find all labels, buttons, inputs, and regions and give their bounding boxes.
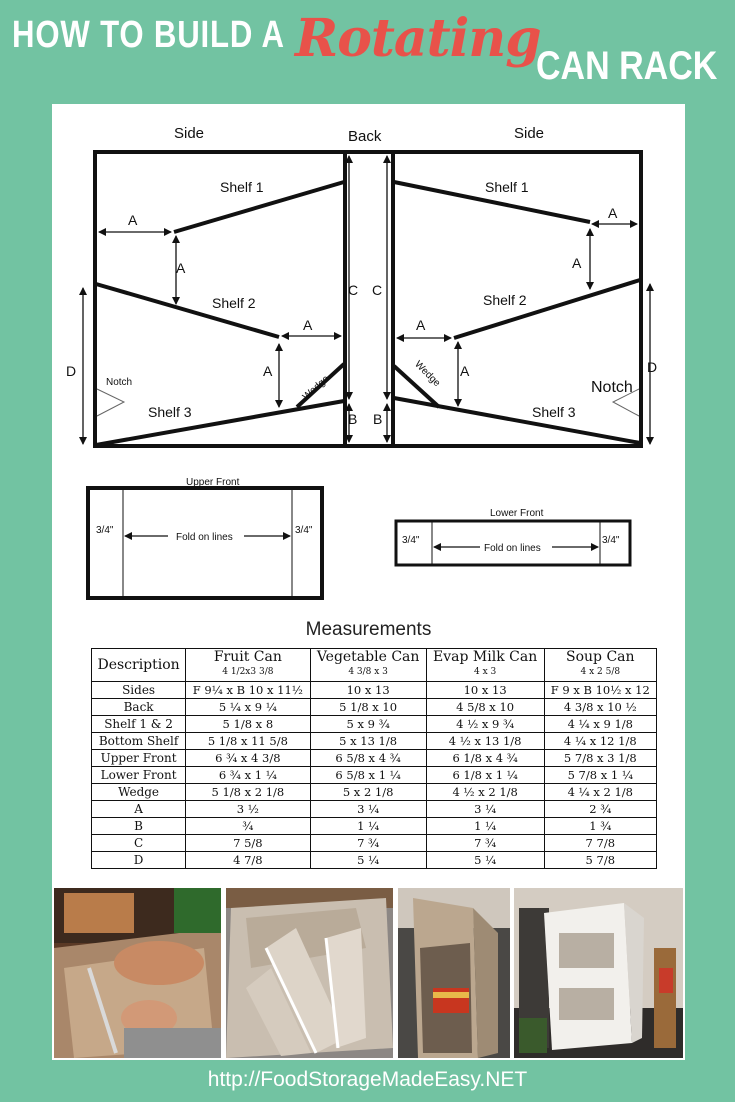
table-cell: 7 ¾ — [310, 835, 426, 852]
table-cell: 4 3/8 x 10 ½ — [544, 699, 656, 716]
table-cell: 4 5/8 x 10 — [426, 699, 544, 716]
table-cell: 3 ¼ — [310, 801, 426, 818]
table-row — [92, 784, 657, 801]
label-shelf3-left: Shelf 3 — [148, 404, 192, 420]
lower-front-title: Lower Front — [490, 508, 544, 519]
upper-front-fold-label: Fold on lines — [176, 532, 233, 543]
label-notch-right: Notch — [591, 379, 633, 396]
label-a: A — [303, 317, 313, 333]
table-cell: 6 ¾ x 4 3/8 — [186, 750, 310, 767]
label-b-left: B — [348, 411, 358, 427]
column-header: Soup Can 4 x 2 5/8 — [544, 649, 656, 682]
table-cell: 5 7/8 x 1 ¼ — [544, 767, 656, 784]
right-shelf-3 — [394, 398, 640, 443]
photo-box-with-can — [398, 888, 510, 1058]
back-panel — [345, 152, 393, 446]
label-notch-left: Notch — [106, 377, 133, 388]
title-banner — [0, 0, 735, 100]
label-b-right: B — [373, 411, 383, 427]
table-cell: 5 1/8 x 10 — [310, 699, 426, 716]
label-a: A — [572, 255, 582, 271]
label-shelf3-right: Shelf 3 — [532, 404, 576, 420]
label-d-right: D — [647, 359, 658, 375]
upper-front-title: Upper Front — [186, 477, 240, 488]
label-wedge-right: Wedge — [412, 359, 443, 390]
table-cell: 5 ¼ x 9 ¼ — [186, 699, 310, 716]
label-side-right: Side — [514, 125, 545, 142]
label-a: A — [263, 363, 273, 379]
table-cell: 7 7/8 — [544, 835, 656, 852]
row-label: A — [92, 801, 186, 818]
lower-front-fold-label: Fold on lines — [484, 543, 541, 554]
label-shelf2-right: Shelf 2 — [483, 292, 527, 308]
table-cell: 2 ¾ — [544, 801, 656, 818]
table-cell: 7 5/8 — [186, 835, 310, 852]
column-header: Description — [92, 649, 186, 682]
table-cell: 5 ¼ — [310, 852, 426, 869]
table-cell: 5 x 2 1/8 — [310, 784, 426, 801]
table-row — [92, 818, 657, 835]
table-cell: 4 ½ x 9 ¾ — [426, 716, 544, 733]
title-highlight: Rotating — [295, 8, 541, 69]
photo-finished-rack — [514, 888, 683, 1058]
row-label: D — [92, 852, 186, 869]
table-cell: 3 ¼ — [426, 801, 544, 818]
table-cell: 4 ¼ x 2 1/8 — [544, 784, 656, 801]
table-cell: 4 ½ x 2 1/8 — [426, 784, 544, 801]
table-cell: 5 x 9 ¾ — [310, 716, 426, 733]
table-cell: 5 7/8 x 3 1/8 — [544, 750, 656, 767]
table-cell: 1 ¼ — [310, 818, 426, 835]
column-header: Fruit Can 4 1/2x3 3/8 — [186, 649, 310, 682]
label-shelf2-left: Shelf 2 — [212, 295, 256, 311]
title-line-1: HOW TO BUILD A — [12, 14, 285, 56]
row-label: C — [92, 835, 186, 852]
column-header: Evap Milk Can 4 x 3 — [426, 649, 544, 682]
label-c-left: C — [348, 282, 359, 298]
row-label: Back — [92, 699, 186, 716]
row-label: Bottom Shelf — [92, 733, 186, 750]
measurements-table — [91, 648, 657, 869]
table-row — [92, 801, 657, 818]
table-cell: F 9¼ x B 10 x 11½ — [186, 682, 310, 699]
column-header: Vegetable Can 4 3/8 x 3 — [310, 649, 426, 682]
row-label: Sides — [92, 682, 186, 699]
table-cell: 5 x 13 1/8 — [310, 733, 426, 750]
table-cell: 5 7/8 — [544, 852, 656, 869]
table-cell: 6 1/8 x 4 ¾ — [426, 750, 544, 767]
table-cell: 10 x 13 — [426, 682, 544, 699]
label-a: A — [416, 317, 426, 333]
table-cell: 6 1/8 x 1 ¼ — [426, 767, 544, 784]
table-row — [92, 767, 657, 784]
row-label: B — [92, 818, 186, 835]
table-cell: 4 7/8 — [186, 852, 310, 869]
table-cell: 3 ½ — [186, 801, 310, 818]
table-cell: 4 ¼ x 9 1/8 — [544, 716, 656, 733]
label-back: Back — [348, 128, 382, 145]
can-rack-diagram — [52, 104, 685, 614]
photo-cutting-cardboard — [54, 888, 221, 1058]
table-cell: ¾ — [186, 818, 310, 835]
table-cell: 4 ½ x 13 1/8 — [426, 733, 544, 750]
label-a: A — [128, 212, 138, 228]
table-row — [92, 733, 657, 750]
table-cell: 1 ¼ — [426, 818, 544, 835]
right-shelf-2 — [454, 280, 640, 338]
label-c-right: C — [372, 282, 383, 298]
table-cell: F 9 x B 10½ x 12 — [544, 682, 656, 699]
upper-front-edge-left: 3/4" — [96, 525, 114, 536]
upper-front-edge-right: 3/4" — [295, 525, 313, 536]
left-shelf-3 — [96, 401, 344, 445]
label-side-left: Side — [174, 125, 205, 142]
title-line-2: CAN RACK — [535, 44, 717, 88]
lower-front-template — [396, 508, 630, 565]
table-row — [92, 682, 657, 699]
label-wedge-left: Wedge — [300, 373, 332, 403]
row-label: Shelf 1 & 2 — [92, 716, 186, 733]
label-a: A — [176, 260, 186, 276]
row-label: Wedge — [92, 784, 186, 801]
site-url: http://FoodStorageMadeEasy.NET — [207, 1068, 528, 1091]
row-label: Lower Front — [92, 767, 186, 784]
row-label: Upper Front — [92, 750, 186, 767]
label-shelf1-left: Shelf 1 — [220, 179, 264, 195]
table-cell: 6 ¾ x 1 ¼ — [186, 767, 310, 784]
table-cell: 1 ¾ — [544, 818, 656, 835]
table-cell: 6 5/8 x 1 ¼ — [310, 767, 426, 784]
table-row — [92, 750, 657, 767]
table-cell: 5 1/8 x 11 5/8 — [186, 733, 310, 750]
instruction-panel — [52, 104, 685, 1060]
left-notch — [97, 389, 124, 416]
table-row — [92, 852, 657, 869]
table-cell: 5 1/8 x 2 1/8 — [186, 784, 310, 801]
table-cell: 7 ¾ — [426, 835, 544, 852]
upper-front-template — [88, 477, 322, 598]
label-d-left: D — [66, 363, 77, 379]
table-cell: 6 5/8 x 4 ¾ — [310, 750, 426, 767]
table-cell: 10 x 13 — [310, 682, 426, 699]
label-a: A — [460, 363, 470, 379]
label-a: A — [608, 205, 618, 221]
photo-shelf-assembly — [226, 888, 393, 1058]
lower-front-edge-right: 3/4" — [602, 535, 620, 546]
photo-strip — [54, 888, 683, 1058]
lower-front-edge-left: 3/4" — [402, 535, 420, 546]
table-cell: 4 ¼ x 12 1/8 — [544, 733, 656, 750]
table-row — [92, 699, 657, 716]
table-row — [92, 716, 657, 733]
table-cell: 5 ¼ — [426, 852, 544, 869]
label-shelf1-right: Shelf 1 — [485, 179, 529, 195]
table-cell: 5 1/8 x 8 — [186, 716, 310, 733]
measurements-title: Measurements — [305, 619, 432, 640]
table-row — [92, 835, 657, 852]
